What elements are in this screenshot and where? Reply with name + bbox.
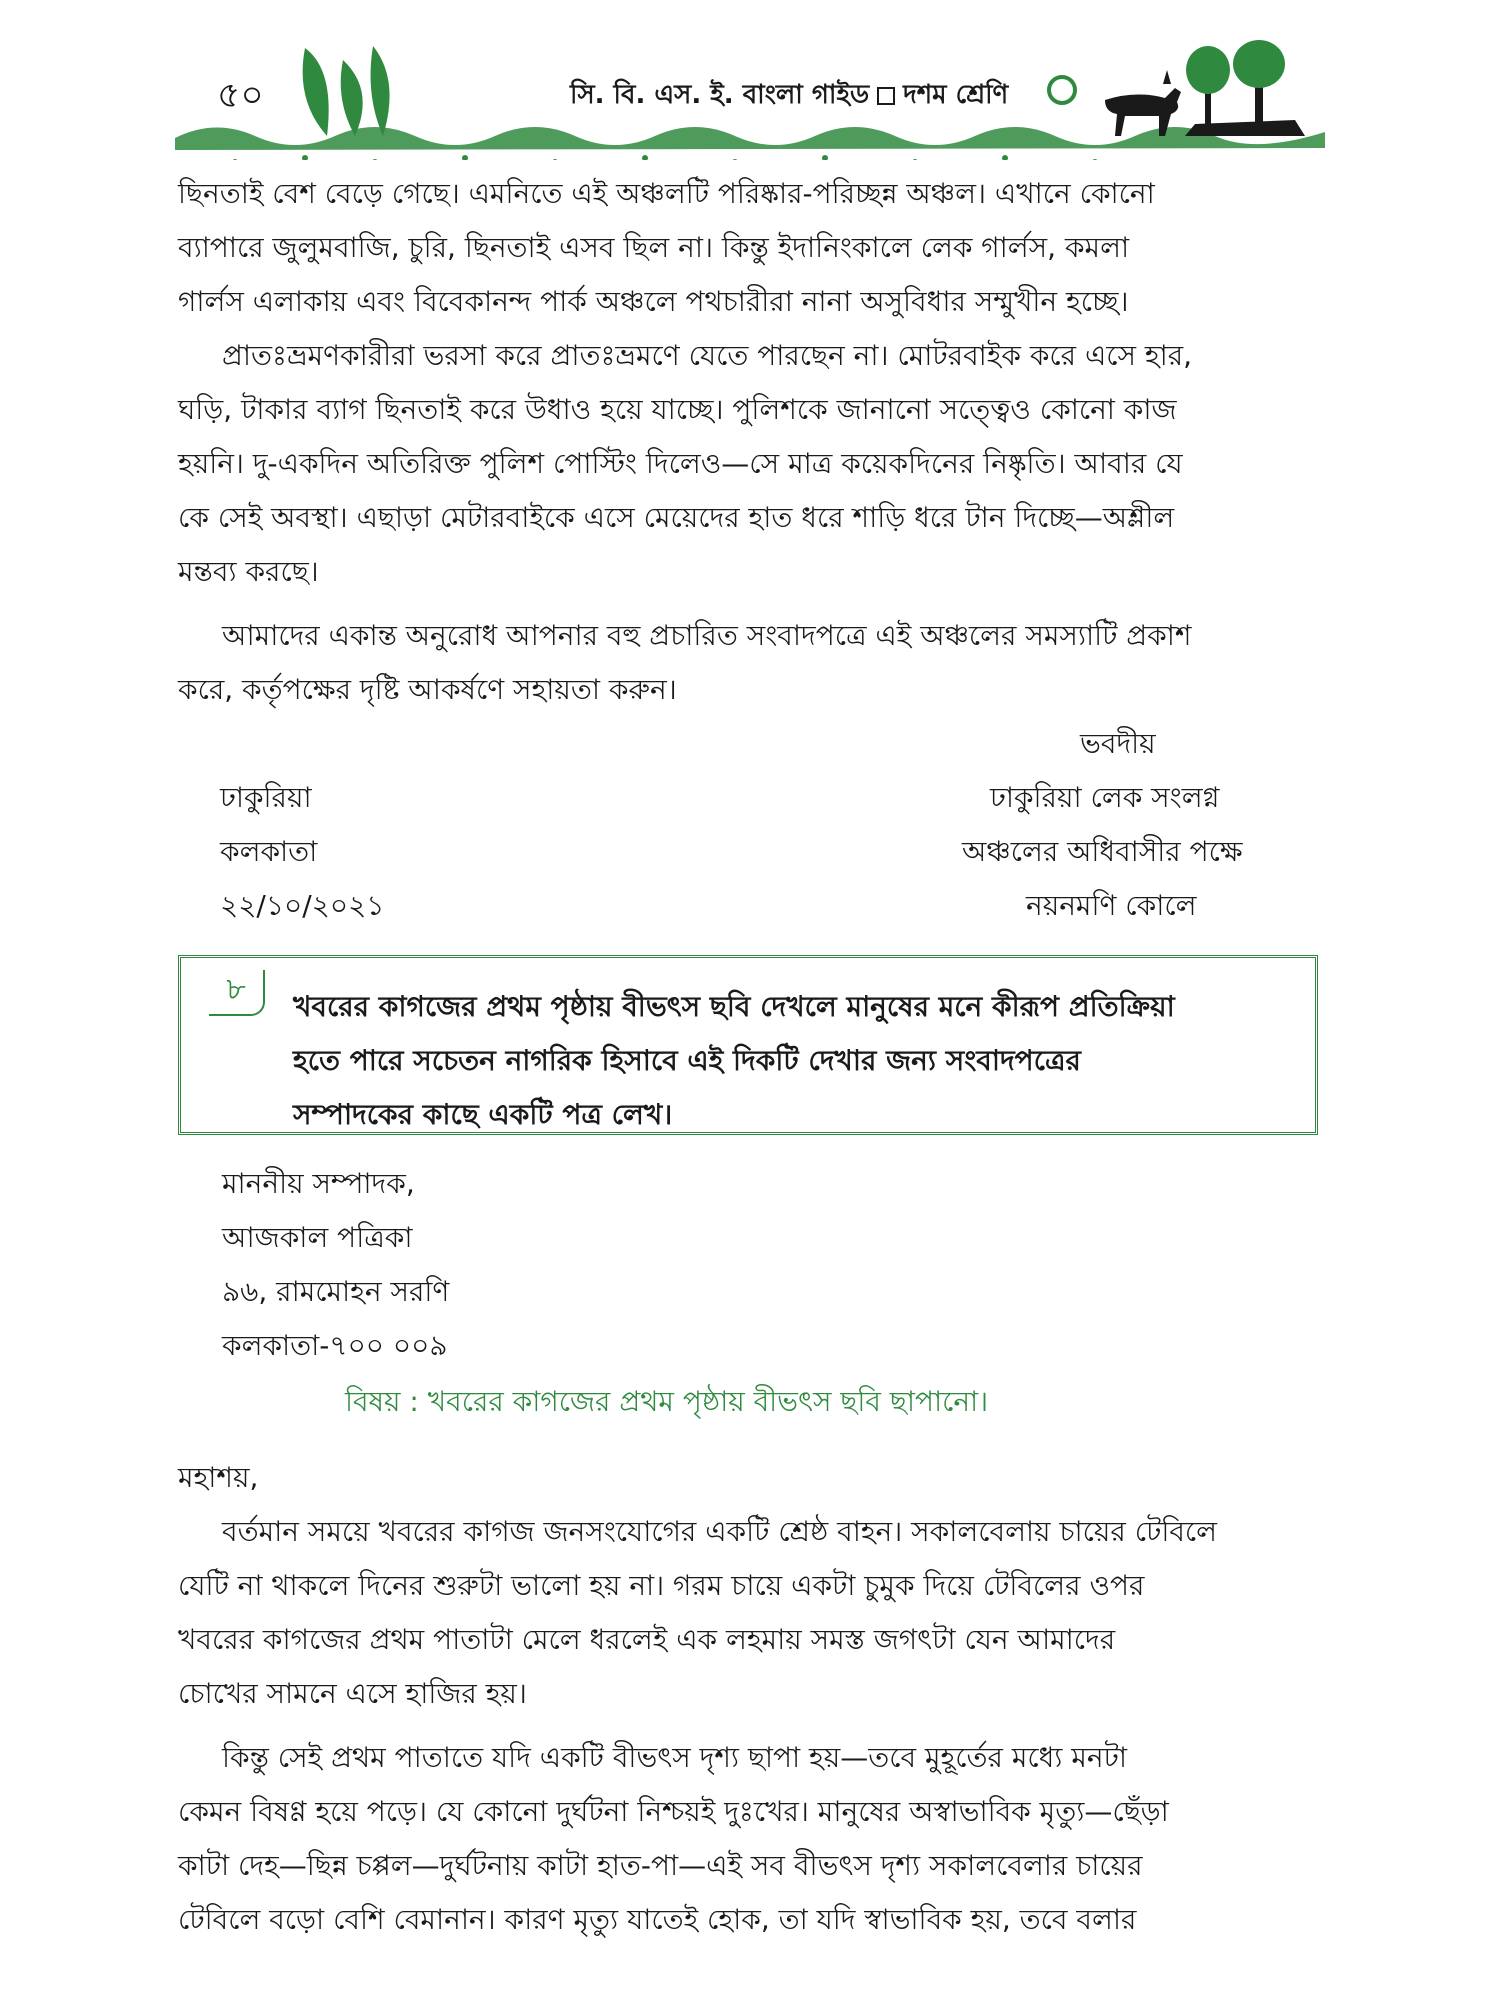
- paragraph-line: কে সেই অবস্থা। এছাড়া মেটারবাইকে এসে মেয়েদের হাত ধরে শাড়ি ধরে টান দিচ্ছে—অশ্লীল: [178, 501, 1175, 534]
- paragraph-line: আমাদের একান্ত অনুরোধ আপনার বহু প্রচারিত সংবাদপত্রে এই অঞ্চলের সমস্যাটি প্রকাশ: [222, 619, 1192, 652]
- running-title-book: সি. বি. এস. ই. বাংলা গাইড: [570, 80, 870, 110]
- sender-line: ঢাকুরিয়া লেক সংলগ্ন: [990, 781, 1220, 814]
- sender-line: অঞ্চলের অধিবাসীর পক্ষে: [962, 835, 1243, 868]
- address-line: আজকাল পত্রিকা: [222, 1221, 413, 1254]
- question-box: [178, 955, 1318, 1135]
- question-text: [293, 980, 1293, 1142]
- sender-line: নয়নমণি কোলে: [1026, 889, 1197, 922]
- paragraph-line: গার্লস এলাকায় এবং বিবেকানন্দ পার্ক অঞ্চলে পথচারীরা নানা অসুবিধার সম্মুখীন হচ্ছে।: [178, 285, 1129, 318]
- running-title: [570, 74, 1008, 118]
- paragraph-line: কেমন বিষণ্ণ হয়ে পড়ে। যে কোনো দুর্ঘটনা নিশ্চয়ই দুঃখের। মানুষের অস্বাভাবিক মৃত্যু—ছেঁড়া: [178, 1795, 1169, 1828]
- address-line: কলকাতা-৭০০ ০০৯: [222, 1329, 448, 1362]
- date-line: ২২/১০/২০২১: [220, 889, 385, 922]
- tree-icon: [1185, 40, 1305, 136]
- paragraph-line: বর্তমান সময়ে খবরের কাগজ জনসংযোগের একটি শ্রেষ্ঠ বাহন। সকালবেলায় চায়ের টেবিলে: [222, 1515, 1218, 1548]
- page-number: ৫০: [217, 75, 264, 116]
- paragraph-line: হয়নি। দু-একদিন অতিরিক্ত পুলিশ পোস্টিং দিলেও—সে মাত্র কয়েকদিনের নিষ্কৃতি। আবার যে: [178, 447, 1183, 480]
- running-title-class: দশম শ্রেণি: [903, 80, 1009, 110]
- place-line: কলকাতা: [220, 835, 318, 868]
- question-line: হতে পারে সচেতন নাগরিক হিসাবে এই দিকটি দেখার জন্য সংবাদপত্রের: [293, 1044, 1081, 1077]
- paragraph-line: যেটি না থাকলে দিনের শুরুটা ভালো হয় না। গরম চায়ে একটা চুমুক দিয়ে টেবিলের ওপর: [178, 1569, 1145, 1602]
- emblem-icon: [1049, 77, 1075, 103]
- paragraph-line: ঘড়ি, টাকার ব্যাগ ছিনতাই করে উধাও হয়ে যাচ্ছে। পুলিশকে জানানো সত্ত্বেও কোনো কাজ: [178, 393, 1177, 426]
- address-line: মাননীয় সম্পাদক,: [222, 1167, 415, 1200]
- letter-subject: বিষয় : খবরের কাগজের প্রথম পৃষ্ঠায় বীভৎস ছবি ছাপানো।: [345, 1385, 989, 1418]
- page-header: [175, 40, 1325, 160]
- question-number: ৮: [209, 970, 265, 1016]
- salutation: মহাশয়,: [178, 1461, 259, 1494]
- question-line: খবরের কাগজের প্রথম পৃষ্ঠায় বীভৎস ছবি দেখলে মানুষের মনে কীরূপ প্রতিক্রিয়া: [293, 990, 1175, 1023]
- paragraph-line: মন্তব্য করছে।: [178, 555, 319, 588]
- closing: ভবদীয়: [1080, 727, 1156, 760]
- paragraph-line: কাটা দেহ—ছিন্ন চপ্পল—দুর্ঘটনায় কাটা হাত-পা—এই সব বীভৎস দৃশ্য সকালবেলার চায়ের: [178, 1849, 1143, 1882]
- leaf-icon: [303, 46, 390, 136]
- paragraph-line: কিন্তু সেই প্রথম পাতাতে যদি একটি বীভৎস দৃশ্য ছাপা হয়—তবে মুহূর্তের মধ্যে মনটা: [222, 1741, 1127, 1774]
- place-line: ঢাকুরিয়া: [220, 781, 312, 814]
- paragraph-line: খবরের কাগজের প্রথম পাতাটা মেলে ধরলেই এক লহমায় সমস্ত জগৎটা যেন আমাদের: [178, 1623, 1116, 1656]
- goat-icon: [1105, 70, 1181, 136]
- paragraph-line: প্রাতঃভ্রমণকারীরা ভরসা করে প্রাতঃভ্রমণে যেতে পারছেন না। মোটরবাইক করে এসে হার,: [222, 339, 1193, 372]
- paragraph-line: ছিনতাই বেশ বেড়ে গেছে। এমনিতে এই অঞ্চলটি পরিষ্কার-পরিচ্ছন্ন অঞ্চল। এখানে কোনো: [178, 177, 1155, 210]
- question-line: সম্পাদকের কাছে একটি পত্র লেখ।: [293, 1098, 673, 1131]
- square-separator-icon: [877, 87, 895, 105]
- paragraph-line: ব্যাপারে জুলুমবাজি, চুরি, ছিনতাই এসব ছিল না। কিন্তু ইদানিংকালে লেক গার্লস, কমলা: [178, 231, 1130, 264]
- paragraph-line: চোখের সামনে এসে হাজির হয়।: [178, 1677, 527, 1710]
- paragraph-line: করে, কর্তৃপক্ষের দৃষ্টি আকর্ষণে সহায়তা করুন।: [178, 673, 677, 706]
- address-line: ৯৬, রামমোহন সরণি: [222, 1275, 450, 1308]
- paragraph-line: টেবিলে বড়ো বেশি বেমানান। কারণ মৃত্যু যাতেই হোক, তা যদি স্বাভাবিক হয়, তবে বলার: [178, 1903, 1137, 1936]
